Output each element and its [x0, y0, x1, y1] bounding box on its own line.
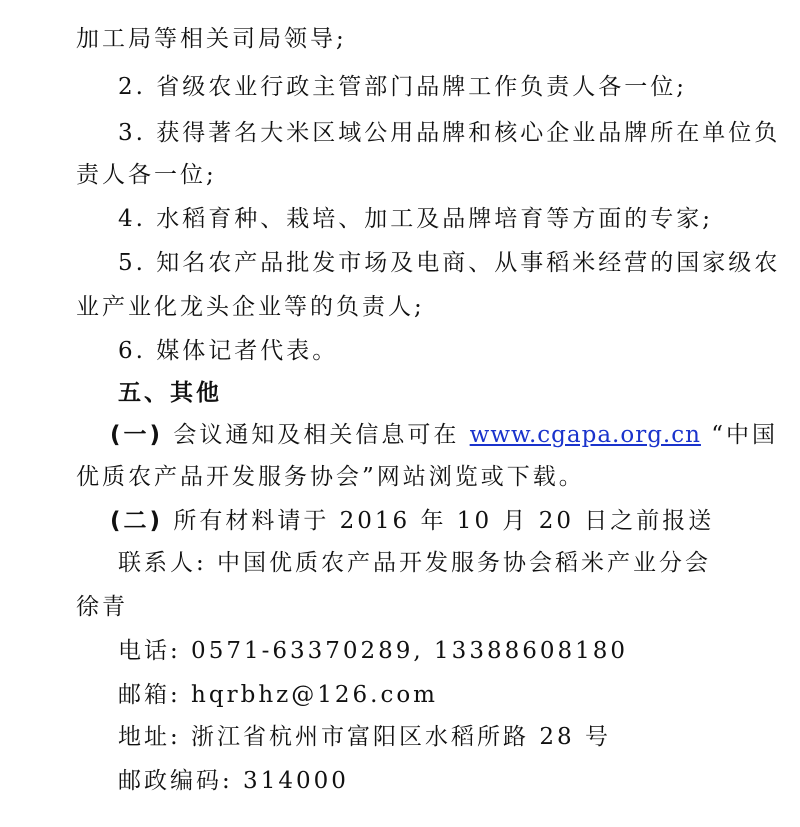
item-text: 会议通知及相关信息可在 [173, 422, 460, 448]
website-link[interactable]: www.cgapa.org.cn [469, 422, 701, 448]
item-number: (二) [110, 508, 164, 534]
phone-line: 电话: 0571-63370289, 13388608180 [118, 638, 629, 664]
section-heading: 五、其他 [118, 380, 222, 406]
item-text: 所有材料请于 2016 年 10 月 20 日之前报送 [173, 508, 715, 534]
list-item: 3. 获得著名大米区域公用品牌和核心企业品牌所在单位负 [118, 120, 781, 146]
item-number: (一) [110, 422, 164, 448]
paragraph-line [110, 506, 714, 536]
contact-name: 徐青 [76, 594, 128, 620]
list-item: 6. 媒体记者代表。 [118, 338, 339, 364]
list-item: 5. 知名农产品批发市场及电商、从事稻米经营的国家级农 [118, 250, 781, 276]
text-line: 优质农产品开发服务协会”网站浏览或下载。 [76, 464, 585, 490]
item-text-suffix: “中国 [711, 422, 779, 448]
list-item: 4. 水稻育种、栽培、加工及品牌培育等方面的专家; [118, 206, 714, 232]
text-line: 加工局等相关司局领导; [76, 26, 347, 52]
email-line: 邮箱: hqrbhz@126.com [118, 682, 438, 708]
text-line: 业产业化龙头企业等的负责人; [76, 294, 425, 320]
contact-line: 联系人: 中国优质农产品开发服务协会稻米产业分会 [118, 550, 712, 576]
address-line: 地址: 浙江省杭州市富阳区水稻所路 28 号 [118, 724, 611, 750]
list-item: 2. 省级农业行政主管部门品牌工作负责人各一位; [118, 74, 688, 100]
postcode-line: 邮政编码: 314000 [118, 768, 349, 794]
text-line: 责人各一位; [76, 162, 217, 188]
paragraph-line [110, 420, 778, 450]
